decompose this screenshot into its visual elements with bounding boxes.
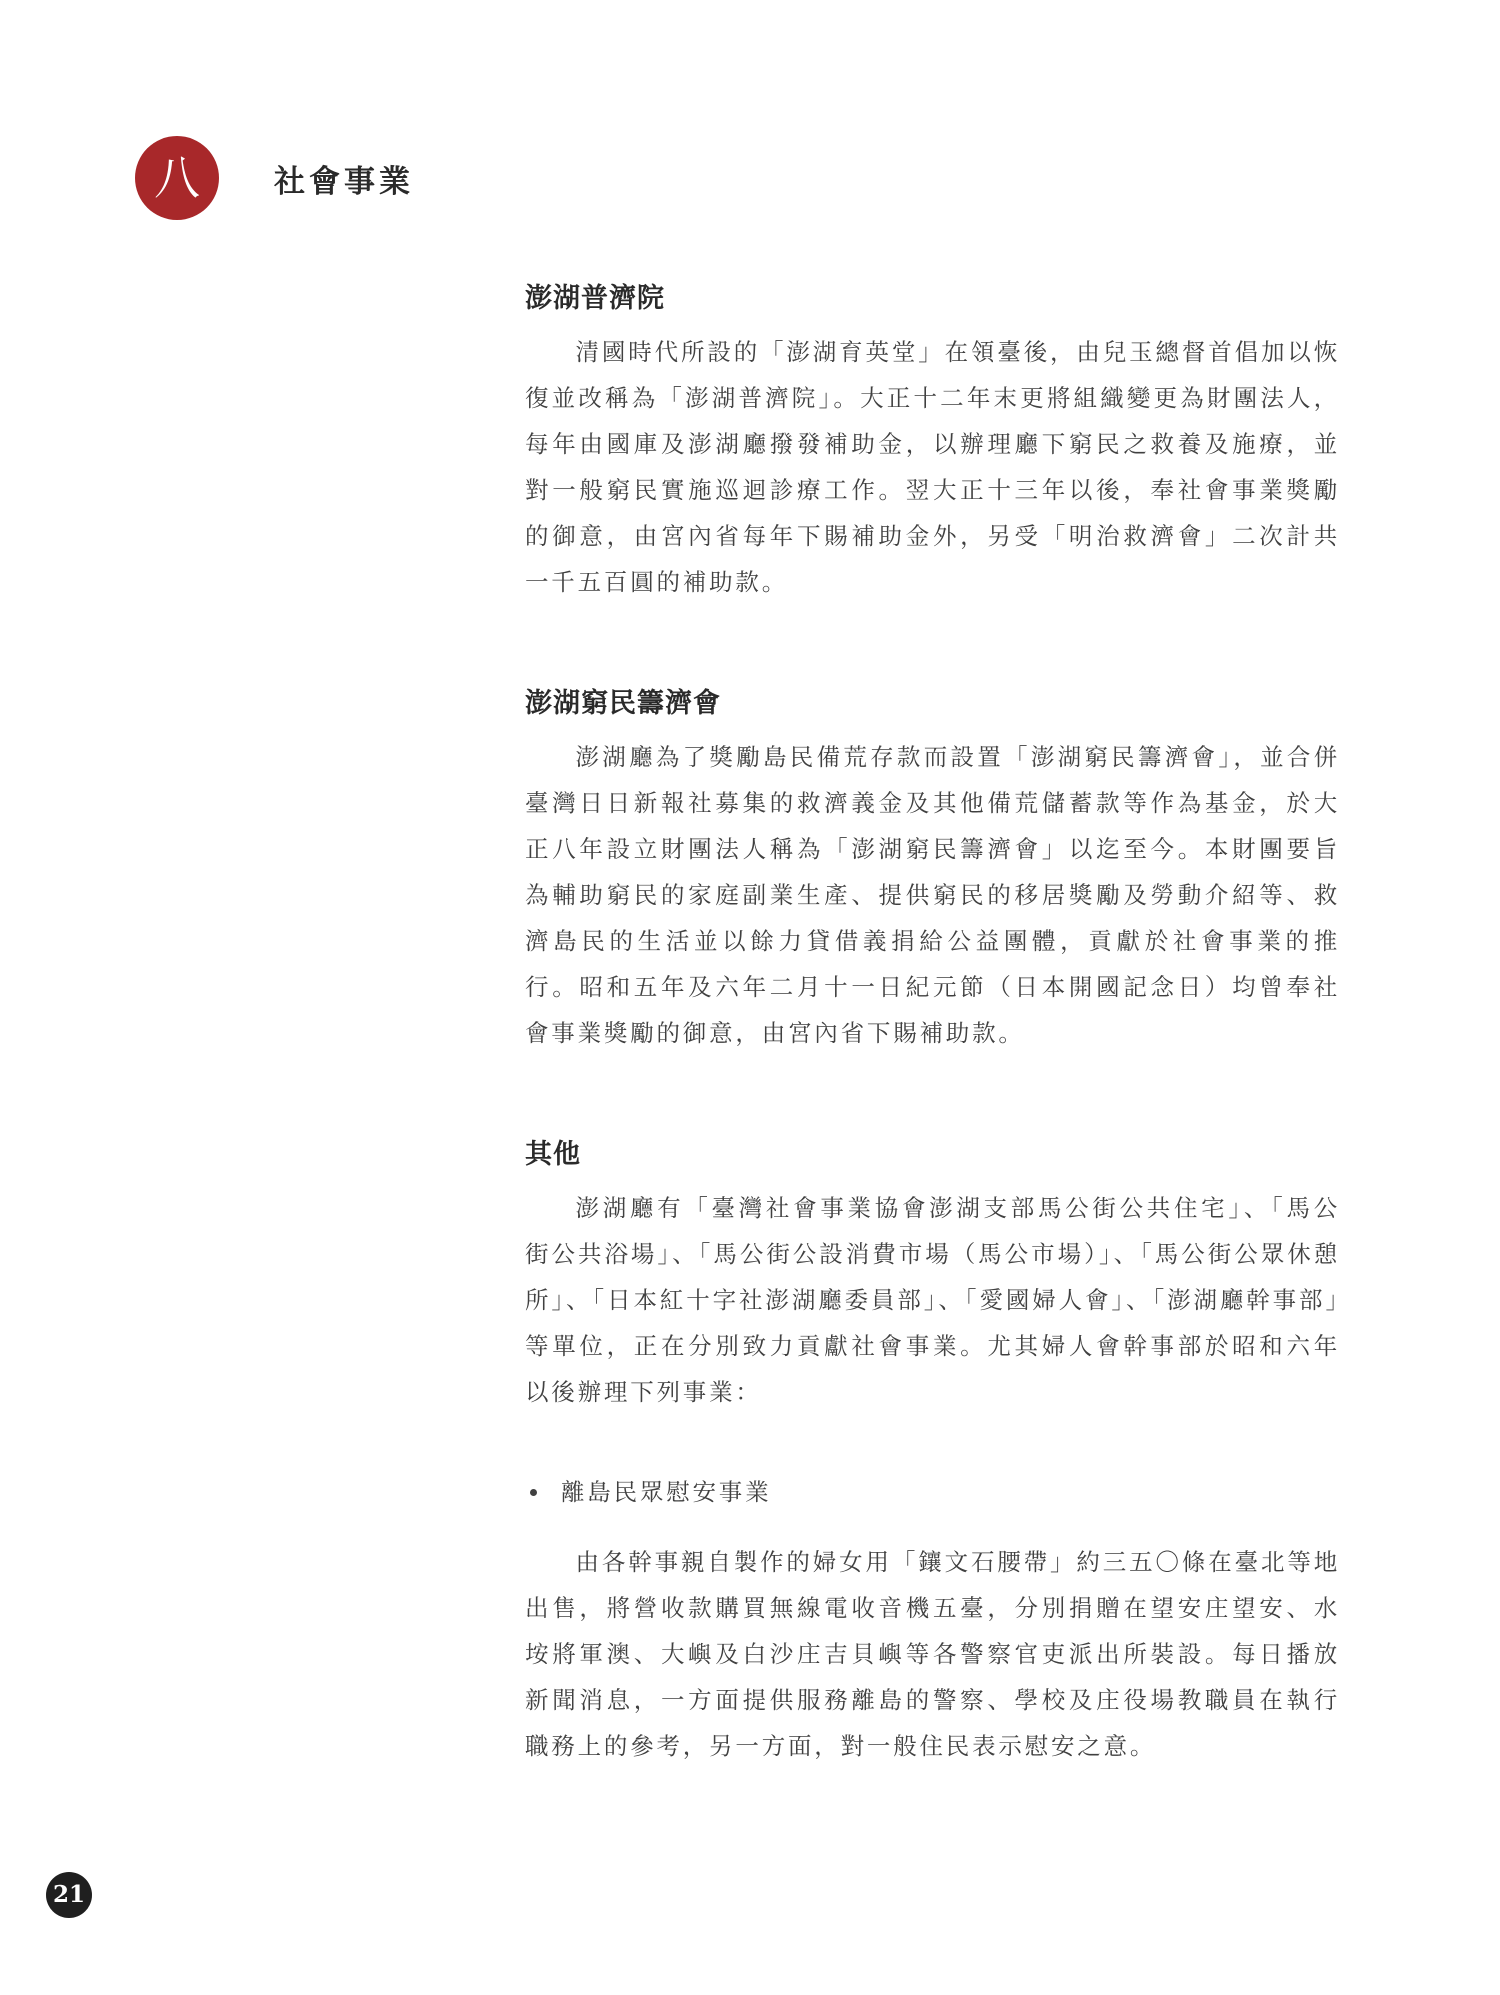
chapter-badge: 八 bbox=[135, 136, 219, 220]
section-title: 澎湖窮民籌濟會 bbox=[525, 688, 721, 719]
bullet-label: 離島民眾慰安事業 bbox=[561, 1478, 772, 1506]
section-title: 其他 bbox=[525, 1139, 581, 1170]
section-qiongmin bbox=[525, 681, 1340, 1056]
section-other bbox=[525, 1132, 1340, 1415]
page-number: 21 bbox=[46, 1872, 92, 1918]
section-paragraph: 澎湖廳為了獎勵島民備荒存款而設置「澎湖窮民籌濟會」，並合併臺灣日日新報社募集的救濟義金及其他備荒儲蓄款等作為基金，於大正八年設立財團法人稱為「澎湖窮民籌濟會」以迄至今。本財團要旨為輔助窮民的家庭副業生產、提供窮民的移居獎勵及勞動介紹等、救濟島民的生活並以餘力貸借義捐給公益團體，貢獻於社會事業的推行。昭和五年及六年二月十一日紀元節（日本開國記念日）均曾奉社會事業獎勵的御意，由宮內省下賜補助款。 bbox=[525, 743, 1340, 1047]
section-putiyuan bbox=[525, 276, 1340, 605]
article-body bbox=[525, 276, 1340, 1769]
section-paragraph: 清國時代所設的「澎湖育英堂」在領臺後，由兒玉總督首倡加以恢復並改稱為「澎湖普濟院」。大正十二年末更將組織變更為財團法人，每年由國庫及澎湖廳撥發補助金，以辦理廳下窮民之救養及施療，並對一般窮民實施巡迴診療工作。翌大正十三年以後，奉社會事業獎勵的御意，由宮內省每年下賜補助金外，另受「明治救濟會」二次計共一千五百圓的補助款。 bbox=[525, 338, 1340, 596]
section-paragraph: 澎湖廳有「臺灣社會事業協會澎湖支部馬公街公共住宅」、「馬公街公共浴場」、「馬公街公設消費市場（馬公市場）」、「馬公街公眾休憩所」、「日本紅十字社澎湖廳委員部」、「愛國婦人會」、「澎湖廳幹事部」等單位，正在分別致力貢獻社會事業。尤其婦人會幹事部於昭和六年以後辦理下列事業： bbox=[525, 1194, 1340, 1406]
bullet-dot-icon bbox=[530, 1489, 537, 1496]
chapter-title: 社會事業 bbox=[274, 164, 414, 200]
bullet-item bbox=[525, 1469, 1340, 1515]
bullet-paragraph: 由各幹事親自製作的婦女用「鑲文石腰帶」約三五〇條在臺北等地出售，將營收款購買無線電收音機五臺，分別捐贈在望安庄望安、水垵將軍澳、大嶼及白沙庄吉貝嶼等各警察官吏派出所裝設。每日播放新聞消息，一方面提供服務離島的警察、學校及庄役場教職員在執行職務上的參考，另一方面，對一般住民表示慰安之意。 bbox=[525, 1548, 1340, 1760]
section-title: 澎湖普濟院 bbox=[525, 283, 665, 314]
